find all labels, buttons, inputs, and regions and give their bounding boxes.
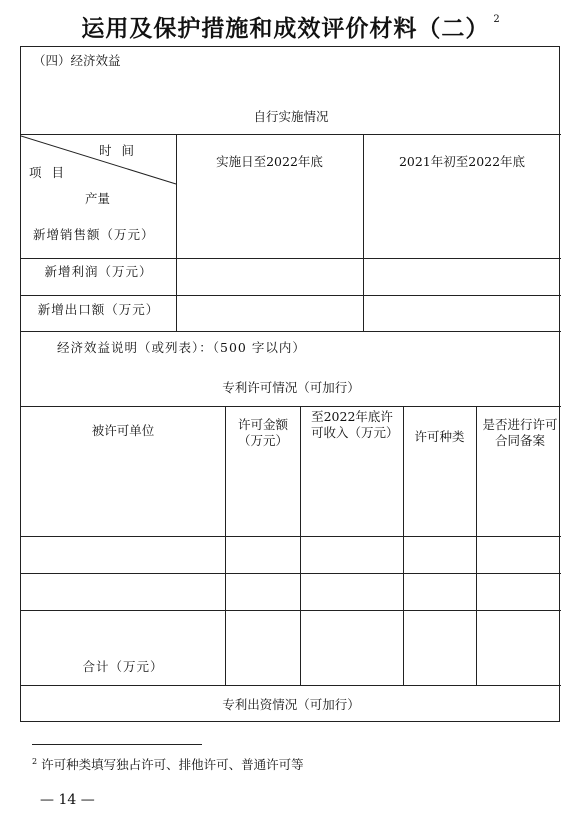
license-caption: 专利许可情况（可加行） <box>222 380 360 395</box>
row-label-profit: 新增利润（万元） <box>44 264 153 279</box>
title-text: 运用及保护措施和成效评价材料（二） <box>81 15 490 42</box>
diag-item-label: 项 目 <box>29 165 67 180</box>
diag-time-label: 时 间 <box>99 143 137 158</box>
section-header: （四）经济效益 <box>33 53 121 68</box>
investment-caption: 专利出资情况（可加行） <box>222 697 360 712</box>
col-header-license-type: 许可种类 <box>414 429 465 444</box>
footnote-divider <box>32 744 202 745</box>
econ-note-label: 经济效益说明（或列表）：（500 字以内） <box>57 340 306 355</box>
col-header-license-income: 至2022年底许可收入（万元） <box>311 409 399 440</box>
evaluation-table <box>20 46 560 722</box>
total-label: 合计（万元） <box>82 659 164 674</box>
footnote-text: 许可种类填写独占许可、排他许可、普通许可等 <box>41 757 304 772</box>
footnote-marker: 2 <box>32 757 38 766</box>
footnote-ref: 2 <box>493 14 501 25</box>
row-label-sales: 新增销售额（万元） <box>33 227 155 242</box>
diag-output-label: 产量 <box>85 191 111 206</box>
footnote <box>32 755 304 773</box>
self-impl-caption: 自行实施情况 <box>253 109 329 124</box>
col-header-license-amount: 许可金额（万元） <box>237 417 288 448</box>
col-header-licensee: 被许可单位 <box>91 423 155 438</box>
page-number: — 14 — <box>40 792 95 808</box>
col-header-since-impl: 实施日至2022年底 <box>216 154 323 169</box>
page-title <box>0 10 582 43</box>
row-label-export: 新增出口额（万元） <box>37 302 160 317</box>
col-header-2021-2022: 2021年初至2022年底 <box>398 154 526 169</box>
col-header-filing: 是否进行许可合同备案 <box>482 417 558 448</box>
